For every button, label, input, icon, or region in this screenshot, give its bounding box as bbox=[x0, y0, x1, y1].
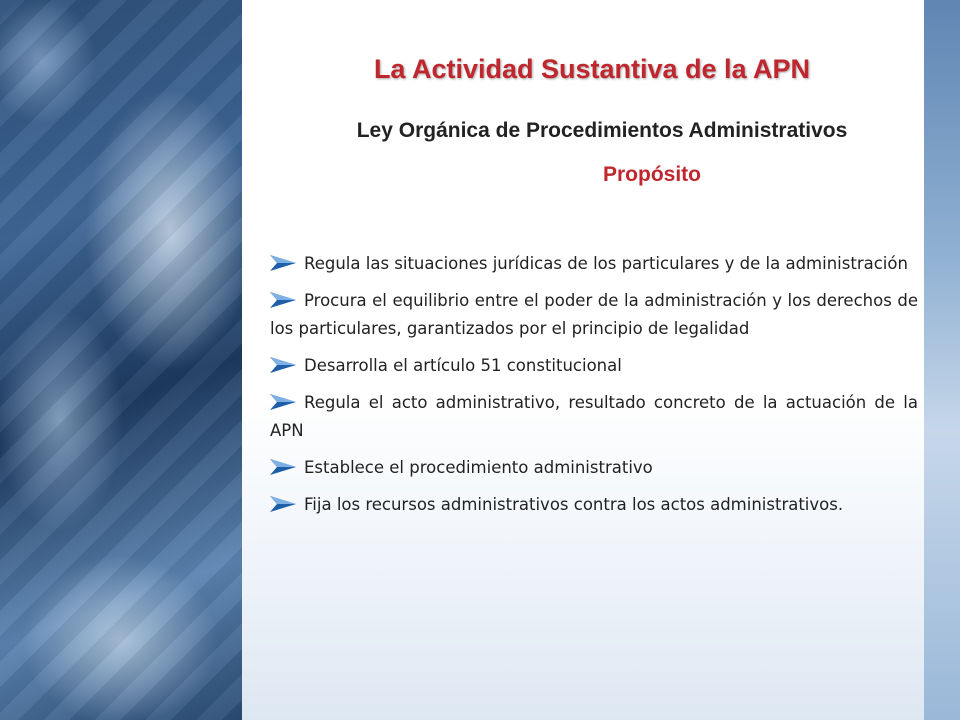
bullet-item bbox=[270, 287, 918, 343]
slide-subtitle: Ley Orgánica de Procedimientos Administrativos bbox=[356, 119, 848, 142]
bullet-text: Regula las situaciones jurídicas de los particulares y de la administración bbox=[304, 254, 908, 273]
bullet-item bbox=[270, 250, 918, 278]
bullet-item bbox=[270, 454, 918, 482]
arrow-bullet-icon bbox=[270, 459, 296, 475]
bullet-text: Establece el procedimiento administrativo bbox=[304, 458, 653, 477]
bullet-text: Regula el acto administrativo, resultado concreto de la actuación de la APN bbox=[270, 393, 918, 440]
arrow-bullet-icon bbox=[270, 292, 296, 308]
bullet-text: Desarrolla el artículo 51 constitucional bbox=[304, 356, 622, 375]
bullet-item bbox=[270, 491, 918, 519]
arrow-bullet-icon bbox=[270, 496, 296, 512]
decorative-photo-panel bbox=[0, 0, 242, 720]
arrow-bullet-icon bbox=[270, 394, 296, 410]
bullet-item bbox=[270, 352, 918, 380]
slide-title: La Actividad Sustantiva de la APN bbox=[373, 54, 811, 84]
slide-content bbox=[242, 0, 924, 720]
photo-shading bbox=[0, 0, 242, 720]
bullet-text: Procura el equilibrio entre el poder de la administración y los derechos de los particulares, garantizados por el principio de legalidad bbox=[270, 291, 918, 338]
bullet-list bbox=[270, 250, 918, 528]
section-heading: Propósito bbox=[603, 163, 701, 186]
arrow-bullet-icon bbox=[270, 357, 296, 373]
bullet-item bbox=[270, 389, 918, 445]
arrow-bullet-icon bbox=[270, 255, 296, 271]
bullet-text: Fija los recursos administrativos contra los actos administrativos. bbox=[304, 495, 844, 514]
decorative-right-edge bbox=[924, 0, 960, 720]
